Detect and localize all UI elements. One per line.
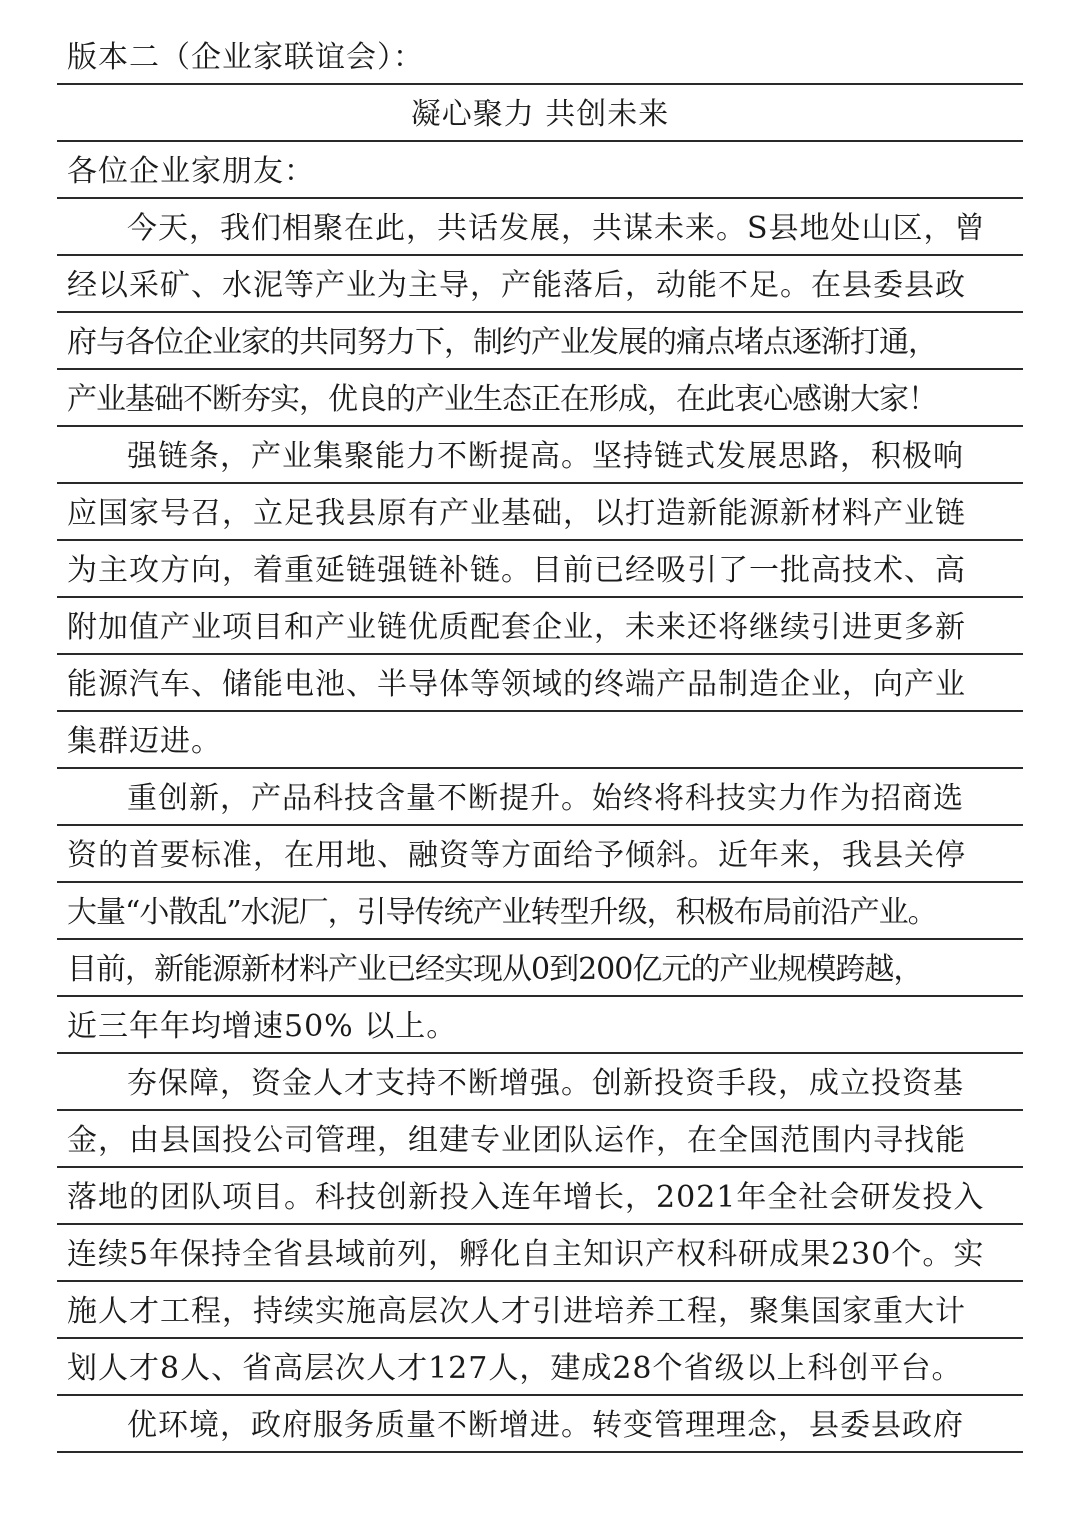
text-line [57, 655, 1023, 712]
text-line-content: 大量“小散乱”水泥厂，引导传统产业转型升级，积极布局前沿产业。 [67, 895, 937, 930]
text-line [57, 1396, 1023, 1453]
greeting: 各位企业家朋友： [67, 154, 315, 189]
text-line [57, 427, 1023, 484]
text-line-content: 重创新，产品科技含量不断提升。始终将科技实力作为招商选 [127, 781, 964, 816]
text-line [57, 541, 1023, 598]
text-line-content: 资的首要标准，在用地、融资等方面给予倾斜。近年来，我县关停 [67, 838, 966, 873]
text-line [57, 598, 1023, 655]
text-line [57, 1339, 1023, 1396]
text-line [57, 1225, 1023, 1282]
text-line-content: 夯保障，资金人才支持不断增强。创新投资手段，成立投资基 [127, 1066, 964, 1101]
version-heading: 版本二（企业家联谊会）： [67, 40, 424, 75]
text-line [57, 997, 1023, 1054]
text-line-content: 金，由县国投公司管理，组建专业团队运作，在全国范围内寻找能 [67, 1123, 966, 1158]
greeting-line [57, 142, 1023, 199]
text-line-content: 目前，新能源新材料产业已经实现从0到200亿元的产业规模跨越， [67, 952, 923, 987]
text-line-content: 附加值产业项目和产业链优质配套企业，未来还将继续引进更多新 [67, 610, 966, 645]
text-line-content: 近三年年均增速50% 以上。 [67, 1009, 458, 1044]
text-line-content: 集群迈进。 [67, 724, 222, 759]
speech-title: 凝心聚力 共创未来 [410, 97, 670, 132]
text-line-content: 连续5年保持全省县域前列，孵化自主知识产权科研成果230个。实 [67, 1237, 985, 1272]
text-line-content: 产业基础不断夯实，优良的产业生态正在形成，在此衷心感谢大家！ [67, 382, 937, 417]
text-line [57, 940, 1023, 997]
text-line [57, 313, 1023, 370]
text-line [57, 199, 1023, 256]
title-line [57, 85, 1023, 142]
text-line [57, 1111, 1023, 1168]
text-line-content: 落地的团队项目。科技创新投入连年增长，2021年全社会研发投入 [67, 1180, 985, 1215]
text-line [57, 256, 1023, 313]
text-line-content: 应国家号召，立足我县原有产业基础，以打造新能源新材料产业链 [67, 496, 966, 531]
text-line [57, 1054, 1023, 1111]
text-line [57, 826, 1023, 883]
text-line-content: 强链条，产业集聚能力不断提高。坚持链式发展思路，积极响 [127, 439, 964, 474]
text-line-content: 优环境，政府服务质量不断增进。转变管理理念，县委县政府 [127, 1408, 964, 1443]
heading-line [57, 28, 1023, 85]
text-line [57, 883, 1023, 940]
text-line [57, 712, 1023, 769]
text-line [57, 1168, 1023, 1225]
text-line [57, 370, 1023, 427]
text-line-content: 今天，我们相聚在此，共话发展，共谋未来。S县地处山区，曾 [127, 211, 986, 246]
text-line [57, 1282, 1023, 1339]
text-line-content: 能源汽车、储能电池、半导体等领域的终端产品制造企业，向产业 [67, 667, 966, 702]
text-line-content: 经以采矿、水泥等产业为主导，产能落后，动能不足。在县委县政 [67, 268, 966, 303]
text-line [57, 769, 1023, 826]
text-line-content: 划人才8人、省高层次人才127人，建成28个省级以上科创平台。 [67, 1351, 963, 1386]
text-line-content: 施人才工程，持续实施高层次人才引进培养工程，聚集国家重大计 [67, 1294, 966, 1329]
text-line [57, 484, 1023, 541]
text-line-content: 府与各位企业家的共同努力下，制约产业发展的痛点堵点逐渐打通， [67, 325, 937, 360]
text-line-content: 为主攻方向，着重延链强链补链。目前已经吸引了一批高技术、高 [67, 553, 966, 588]
